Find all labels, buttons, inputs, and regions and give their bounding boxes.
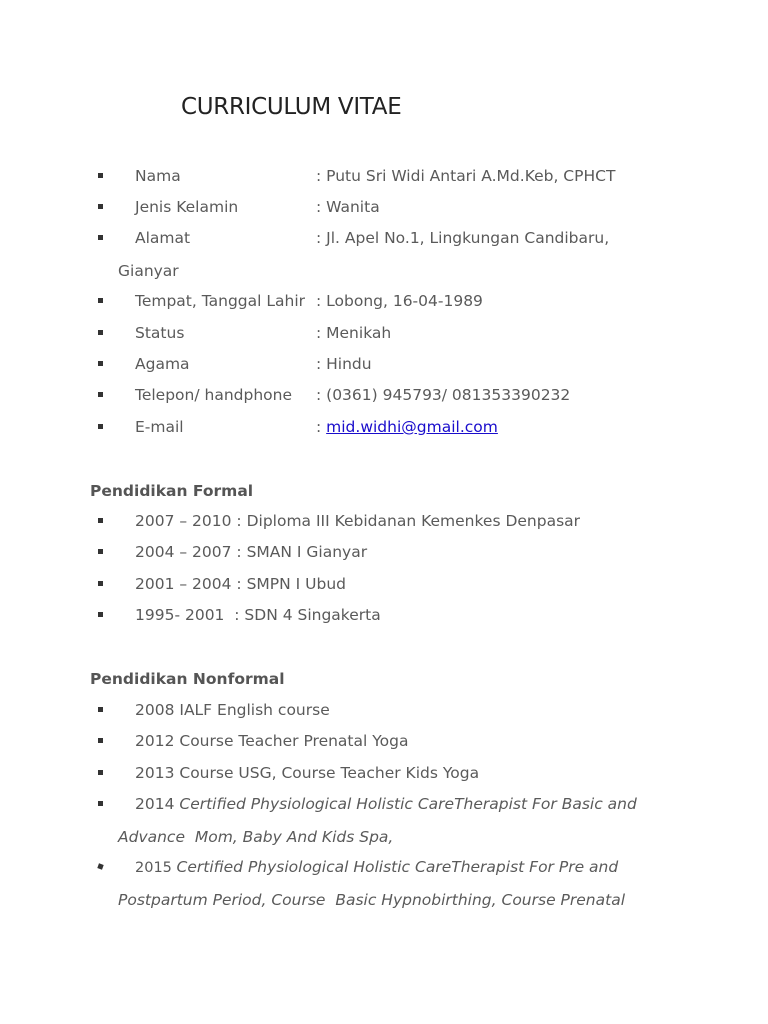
bullet-icon xyxy=(98,298,103,303)
personal-row-jenis-kelamin xyxy=(0,195,768,219)
nonformal-item-text: 2012 Course Teacher Prenatal Yoga xyxy=(135,732,409,750)
address-continuation: Gianyar xyxy=(118,262,179,280)
bullet-icon xyxy=(98,330,103,335)
colon-prefix: : xyxy=(316,418,327,436)
bullet-icon xyxy=(97,863,103,869)
field-value xyxy=(316,415,498,439)
nonformal-item xyxy=(0,761,768,785)
bullet-icon xyxy=(98,801,103,806)
personal-row-telepon xyxy=(0,383,768,407)
nonformal-item-continuation xyxy=(118,825,393,849)
formal-item-text: 1995- 2001 : SDN 4 Singakerta xyxy=(135,606,381,624)
item-italic-cont: Advance Mom, Baby And Kids Spa, xyxy=(118,828,394,846)
personal-row-agama xyxy=(0,352,768,376)
field-value: : (0361) 945793/ 081353390232 xyxy=(316,386,571,404)
bullet-icon xyxy=(98,204,103,209)
formal-item-text: 2007 – 2010 : Diploma III Kebidanan Kemenkes Denpasar xyxy=(135,512,581,530)
item-year: 2015 xyxy=(135,860,177,876)
field-label: E-mail xyxy=(135,418,184,436)
field-label: Nama xyxy=(135,167,181,185)
formal-item xyxy=(0,572,768,596)
nonformal-item xyxy=(0,855,768,879)
field-label: Tempat, Tanggal Lahir xyxy=(135,292,306,310)
bullet-icon xyxy=(98,518,103,523)
bullet-icon xyxy=(98,235,103,240)
bullet-icon xyxy=(98,581,103,586)
personal-row-status xyxy=(0,321,768,345)
field-value: : Jl. Apel No.1, Lingkungan Candibaru, xyxy=(316,229,610,247)
formal-education-heading: Pendidikan Formal xyxy=(90,482,254,500)
nonformal-education-heading: Pendidikan Nonformal xyxy=(90,670,285,688)
bullet-icon xyxy=(98,707,103,712)
field-label: Telepon/ handphone xyxy=(135,386,292,404)
nonformal-item-text: 2013 Course USG, Course Teacher Kids Yoga xyxy=(135,764,480,782)
bullet-icon xyxy=(98,173,103,178)
nonformal-item xyxy=(0,729,768,753)
email-link[interactable]: mid.widhi@gmail.com xyxy=(326,418,498,436)
formal-item-text: 2004 – 2007 : SMAN I Gianyar xyxy=(135,543,368,561)
formal-item xyxy=(0,509,768,533)
bullet-icon xyxy=(98,392,103,397)
personal-row-alamat xyxy=(0,226,768,250)
formal-item xyxy=(0,603,768,627)
personal-row-email xyxy=(0,415,768,439)
bullet-icon xyxy=(98,424,103,429)
field-value: : Putu Sri Widi Antari A.Md.Keb, CPHCT xyxy=(316,167,616,185)
field-value: : Hindu xyxy=(316,355,372,373)
item-italic-text: Certified Physiological Holistic CareTherapist For Pre and xyxy=(176,858,619,876)
nonformal-item-text: 2008 IALF English course xyxy=(135,701,330,719)
field-value: : Wanita xyxy=(316,198,380,216)
item-year: 2014 xyxy=(135,795,180,813)
document-title: CURRICULUM VITAE xyxy=(181,94,402,120)
bullet-icon xyxy=(98,738,103,743)
item-italic-cont: Postpartum Period, Course Basic Hypnobirthing, Course Prenatal xyxy=(118,891,626,909)
item-italic-text: Certified Physiological Holistic CareTherapist For Basic and xyxy=(179,795,637,813)
field-label: Alamat xyxy=(135,229,191,247)
bullet-icon xyxy=(98,549,103,554)
personal-row-ttl xyxy=(0,289,768,313)
field-value: : Menikah xyxy=(316,324,392,342)
field-label: Status xyxy=(135,324,185,342)
nonformal-item-continuation xyxy=(118,888,625,912)
formal-item-text: 2001 – 2004 : SMPN I Ubud xyxy=(135,575,346,593)
nonformal-item xyxy=(0,698,768,722)
field-value: : Lobong, 16-04-1989 xyxy=(316,292,483,310)
field-label: Jenis Kelamin xyxy=(135,198,239,216)
bullet-icon xyxy=(98,361,103,366)
personal-row-nama xyxy=(0,164,768,188)
field-label: Agama xyxy=(135,355,190,373)
formal-item xyxy=(0,540,768,564)
bullet-icon xyxy=(98,770,103,775)
nonformal-item-text xyxy=(135,855,618,880)
nonformal-item xyxy=(0,792,768,816)
bullet-icon xyxy=(98,612,103,617)
nonformal-item-text xyxy=(135,792,637,816)
